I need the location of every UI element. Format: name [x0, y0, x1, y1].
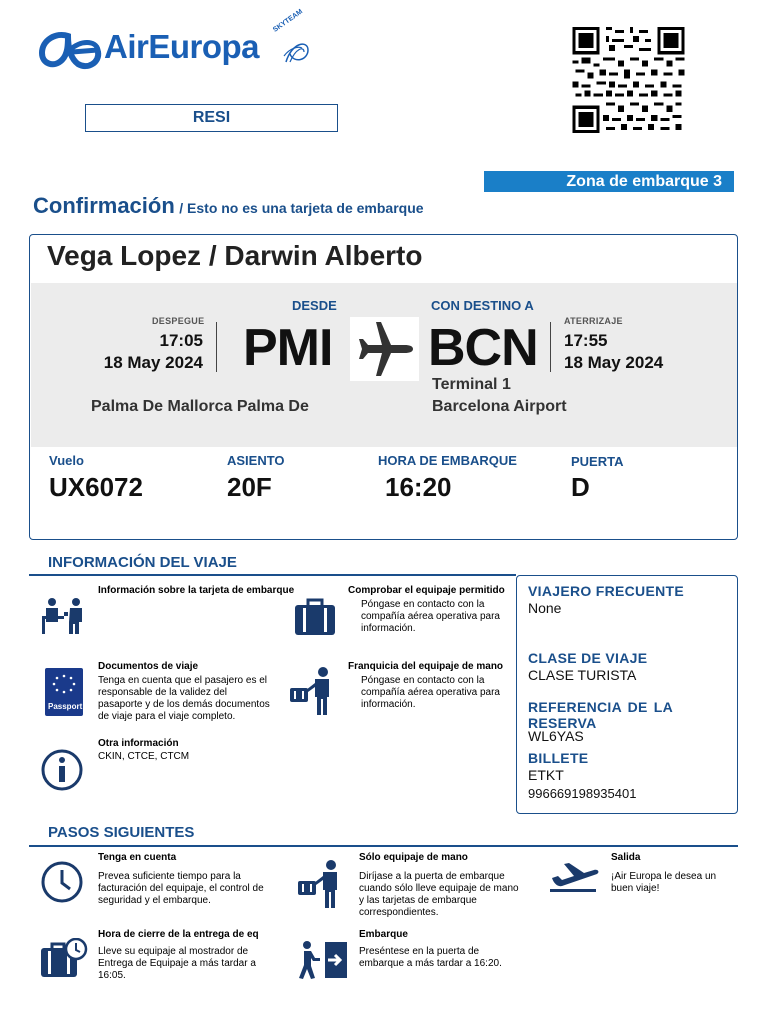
check-in-desk-icon [40, 596, 88, 636]
other-info-text: CKIN, CTCE, CTCM [98, 751, 190, 762]
brand-name: AirEuropa [104, 28, 260, 65]
boarding-gate-icon [298, 940, 348, 980]
arrival-divider [550, 322, 551, 372]
suitcase-icon [294, 598, 336, 636]
travel-class-value: CLASE TURISTA [528, 667, 637, 683]
travel-docs-title: Documentos de viaje [98, 661, 199, 672]
next-steps-heading: PASOS SIGUIENTES [48, 824, 195, 841]
hand-baggage-text: Póngase en contacto con la compañía aérea operativa para información. [361, 675, 500, 710]
next-steps-rule [29, 845, 738, 847]
step-departure-text: ¡Air Europa le desea un buen viaje! [611, 871, 717, 894]
destination-city: Barcelona Airport [432, 398, 567, 415]
ticket-number: 996669198935401 [528, 786, 637, 801]
from-label: DESDE [292, 298, 337, 313]
trip-info-rule [29, 574, 516, 576]
step-hand-only-text: Diríjase a la puerta de embarque cuando sólo lleve equipaje de mano y las tarjetas de embarque correspondientes. [359, 871, 519, 918]
frequent-flyer-value: None [528, 600, 562, 616]
flight-number: UX6072 [49, 472, 143, 502]
ticket-label: BILLETE [528, 750, 589, 766]
travel-docs-text: Tenga en cuenta que el pasajero es el responsable de la validez del pasaporte y de los demás documentos de viaje para el viaje completo. [98, 675, 270, 722]
destination-code: BCN [428, 319, 538, 377]
qr-code-icon [572, 27, 685, 133]
departure-time: 17:05 [159, 331, 203, 350]
step-boarding-text: Preséntese en la puerta de embarque a más tardar a 16:20. [359, 946, 502, 969]
origin-code: PMI [243, 319, 333, 377]
other-info-title: Otra información [98, 738, 179, 749]
gate-value: D [571, 472, 590, 502]
arrival-time: 17:55 [564, 331, 608, 350]
ticket-type: ETKT [528, 767, 564, 783]
confirmation-heading [33, 193, 424, 219]
confirmation-subtitle: / Esto no es una tarjeta de embarque [179, 200, 424, 216]
destination-terminal: Terminal 1 [432, 376, 511, 393]
booking-reference-label [528, 699, 673, 731]
booking-reference-label-line2: RESERVA [528, 715, 597, 731]
resi-box: RESI [85, 104, 338, 132]
frequent-flyer-label: VIAJERO FRECUENTE [528, 583, 685, 599]
boarding-time-label: HORA DE EMBARQUE [378, 453, 517, 468]
baggage-clock-icon [40, 938, 88, 978]
to-label: CON DESTINO A [431, 298, 534, 313]
hand-luggage-icon [288, 666, 338, 716]
boarding-zone-badge: Zona de embarque 3 [484, 171, 734, 192]
gate-label: PUERTA [571, 454, 624, 469]
step-baggage-drop-title: Hora de cierre de la entrega de eq [98, 929, 259, 940]
trip-info-heading: INFORMACIÓN DEL VIAJE [48, 554, 237, 571]
boarding-time: 16:20 [385, 472, 452, 502]
arrival-date: 18 May 2024 [564, 353, 664, 372]
step-note-text: Prevea suficiente tiempo para la facturación del equipaje, el control de seguridad y el embarque. [98, 871, 264, 906]
takeoff-icon [548, 862, 600, 892]
hand-baggage-title: Franquicia del equipaje de mano [348, 661, 504, 672]
step-departure-title: Salida [611, 852, 641, 863]
seat-number: 20F [227, 472, 272, 502]
booking-reference-label-line1: REFERENCIA DE LA [528, 699, 673, 715]
baggage-allowance-text: Póngase en contacto con la compañía aérea operativa para información. [361, 599, 500, 634]
hand-luggage-only-icon [296, 859, 346, 909]
clock-icon [40, 860, 84, 904]
passenger-name: Vega Lopez / Darwin Alberto [47, 240, 423, 271]
airplane-icon [354, 319, 416, 379]
booking-reference-value: WL6YAS [528, 728, 584, 744]
travel-class-label: CLASE DE VIAJE [528, 650, 648, 666]
step-baggage-drop-text: Lleve su equipaje al mostrador de Entrega de Equipaje a más tardar a 16:05. [98, 946, 256, 981]
step-note-title: Tenga en cuenta [98, 852, 177, 863]
seat-label: ASIENTO [227, 453, 285, 468]
confirmation-title: Confirmación [33, 193, 175, 218]
baggage-allowance-title: Comprobar el equipaje permitido [348, 585, 505, 596]
origin-city: Palma De Mallorca Palma De [91, 398, 309, 415]
passport-word: Passport [48, 702, 83, 711]
info-icon [40, 748, 84, 792]
aireuropa-logo-icon [38, 26, 104, 72]
step-boarding-title: Embarque [359, 929, 408, 940]
departure-date: 18 May 2024 [103, 353, 203, 372]
flight-label: Vuelo [49, 453, 84, 468]
skyteam-label: SKYTEAM [272, 8, 305, 34]
step-hand-only-title: Sólo equipaje de mano [359, 852, 468, 863]
departure-divider [216, 322, 217, 372]
departure-label: DESPEGUE [152, 316, 205, 326]
skyteam-icon [282, 34, 312, 68]
boarding-card-info-title: Información sobre la tarjeta de embarque [98, 585, 295, 596]
arrival-label: ATERRIZAJE [564, 316, 623, 326]
